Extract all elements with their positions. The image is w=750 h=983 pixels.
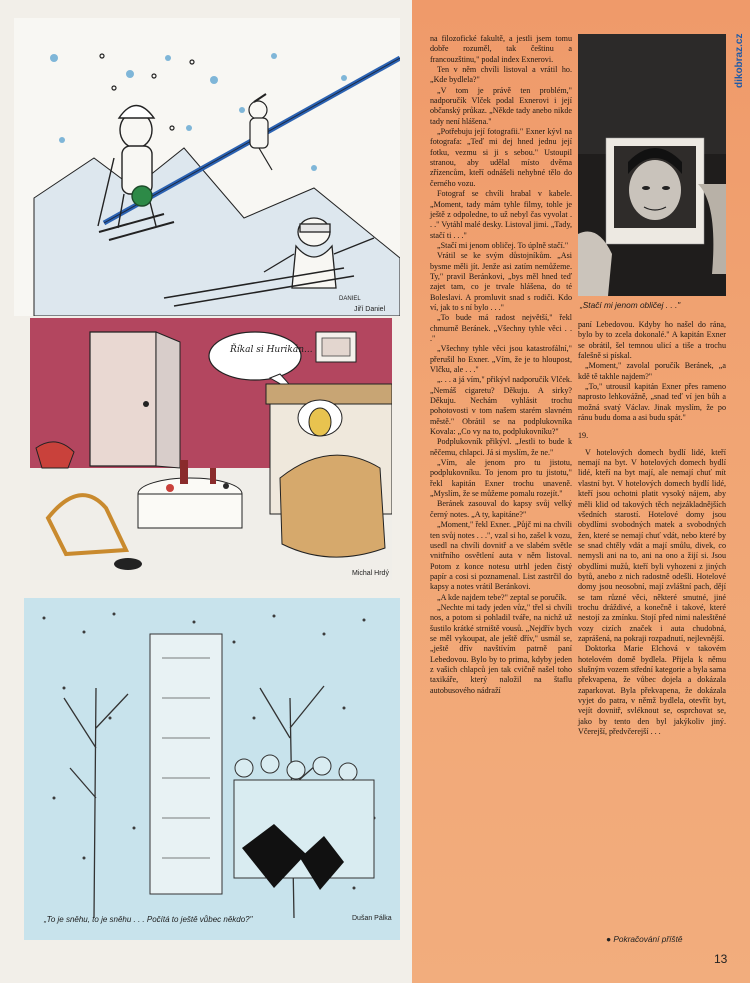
paragraph: „. . . a já vím," přikývl nadporučík Vlček. „Nemáš cigaretu? Děkuju. A sirky? Děkuju. Nechám vyhlásit trochu pohotovosti v tom našem starém slavném městě." Obrátil se na podplukovníka Kovala: „Co vy na to, podplukovníku?" [430, 375, 572, 437]
snow-cartoon [24, 598, 400, 940]
paragraph: V hotelových domech bydlí lidé, kteří nemají na byt. V hotelových domech bydlí lidé, kteří na byt mají, ale nemají chuť mít vlastní byt. V hotelových domech bydlí lidé, kteří jsou ochotni platit vysoký nájem, aby měli klid od takových těch nejzákladnějších všedních starostí. Hotelové domy jsou obydlími svobodných matek a svobodných žen, které se nemají chuť vdát, nebo které by se snad chtěly vdát a mají smůlu, divek, co nemysli ani na to, ani na ono a žijí si. Jsou obydlími mužů, kteří byli vyhozeni z jiných bytů, anebo z nich radostně odešli. Hotelové domy jsou neosobní, mají zvláštní pach, dějí se tam různé věci, některé smutné, jiné trochu dráždivé, a konečně i takové, které nestojí za zmínku. Stojí před nimi nalesštěné vozy cizích značek i auta chudobná, zaprášená, na pokraji rozpadnutí, nejlevnější. [578, 447, 726, 643]
paragraph: „Vím, ale jenom pro tu jistotu, podplukovníku. To jenom pro tu jistotu," řekl kapitán Exner trochu unaveně. „Myslím, že se můžeme pomalu rozejít." [430, 458, 572, 499]
paragraph: paní Lebedovou. Kdyby ho našel do rána, bylo by to zcela dokonalé." A kapitán Exner se obrátil, šel temnou ulicí a tiše a trochu falešně si pískal. [578, 320, 726, 361]
room-cartoon-drawing [30, 318, 392, 580]
ski-cartoon [14, 18, 400, 316]
speech-bubble-text: Říkal si Hurikán... [230, 345, 313, 355]
photo-caption: „Stačí mi jenom obličej . . ." [580, 300, 681, 310]
chapter-number: 19. [578, 431, 589, 441]
paragraph: „V tom je právě ten problém," nadporučík Vlček podal Exnerovi i její občanský průkaz. „Někde tady anebo nikde tady není hlášena." [430, 85, 572, 126]
snow-cartoon-drawing [24, 598, 400, 940]
artist-credit: Michal Hrdý [352, 570, 389, 577]
cartoon-caption: „To je sněhu, to je sněhu . . . Počítá to ještě vůbec někdo?" [44, 915, 253, 924]
artist-credit: Dušan Pálka [352, 915, 392, 922]
article-column-1 [430, 34, 572, 696]
paragraph: „To," utrousil kapitán Exner přes rameno naprosto lehkovážně, „snad teď ví jen bůh a možná svatý Václav. Jinak myslím, že po ránu budu doma a asi budu spát." [578, 382, 726, 423]
paragraph: „Všechny tyhle věci jsou katastrofální," přerušil ho Exner. „Vím, že je to hloupost, Vlčku, ale . . ." [430, 344, 572, 374]
article-column-2 [578, 320, 726, 737]
paragraph: Vrátil se ke svým důstojníkům. „Asi bysme měli jít. Jenže asi zatím nemůžeme. Ty," pravil Beránkovi, „bys měl hned teď zajet tam, co je trvale hlášena, do té Boleslavi. A promluvit snad s rodiči. Kdo ví, jak to s ní bylo . . ." [430, 251, 572, 312]
paragraph: Fotograf se chvíli hrabal v kabele. „Moment, tady mám tyhle filmy, tohle je ještě z odpoledne, to už nebyl čas vyvolat . . ." Vytáhl malé desky. Listoval jimi. „Tady, stačí ti . . ." [430, 189, 572, 240]
paragraph: „Stačí mi jenom obličej. To úplně stačí." [437, 240, 569, 250]
page-number: 13 [714, 952, 728, 966]
paragraph: „A kde najdem tebe?" zeptal se poručík. [437, 592, 567, 602]
paragraph: Doktorka Marie Elchová v takovém hotelovém domě bydlela. Přijela k němu slušným vozem střední kategorie a byla sama překvapena, že vůbec dojela a dokázala zaparkovat. Byla překvapena, že dokázala vyjet do patra, v němž bydlela, otevřít byt, vejít dovnitř, svléknout se, osprchovat se, jako by tento den byl jakýkoliv jiný. Včerejší, předvčerejší . . . [578, 644, 726, 737]
continued-label: ● Pokračování příště [606, 934, 683, 944]
paragraph: Ten v něm chvíli listoval a vrátil ho. „Kde bydlela?" [430, 65, 572, 85]
paragraph: „Moment," řekl Exner. „Půjč mi na chvíli ten svůj notes . . .", vzal si ho, zašel k vozu, usedl na chvíli dovnitř a ve slabém světle vnitřního osvětlení auta v něm listoval. Potom z konce notesu utrhl jeden čistý papír a cosi si poznamenal. List zastrčil do kapsy a notes vrátil Beránkovi. [430, 520, 572, 592]
artist-signature: DANIEL [339, 296, 361, 302]
artist-credit: Jiří Daniel [354, 306, 386, 313]
paragraph: „Nechte mi tady jeden vůz," třel si chvíli nos, a potom si pohladil tváře, na nichž už šustilo krátké strniště vousů. „Nejdřív bych se měl vykoupat, ale ještě dřív," usmál se, „ještě dřív navštívím patrně paní Lebedovou. Bylo by to prima, kdyby jeden z vašich chlapců jen tak cvičně našel toho taxikáře, který naložil na štaflu autobusového nádraží [430, 602, 572, 695]
paragraph: „Moment," zavolal poručík Beránek, „a kdě tě takhle najdem?" [578, 361, 726, 381]
paragraph: Podplukovník přikývl. „Jestli to bude k něčemu, chlapci. Já si myslím, že ne." [430, 437, 572, 457]
photo-image [578, 34, 726, 296]
paragraph: „To bude má radost největší," řekl chmurně Beránek. „Všechny tyhle věci . . ." [430, 313, 572, 343]
ski-cartoon-drawing [14, 18, 400, 316]
paragraph: „Potřebuju její fotografii." Exner kývl na fotografa: „Teď mi dej hned jednu její fotku, vezmu si ji s sebou." Ustoupil stranou, aby udělal místo dvěma zřízencům, kteří odnášeli nehybné tělo do černého vozu. [430, 127, 572, 188]
room-cartoon [30, 318, 392, 580]
paragraph: na filozofické fakultě, a jestli jsem tomu dobře rozuměl, tak češtinu a francouzštinu," podal index Exnerovi. [430, 34, 572, 64]
website-watermark: dikobraz.cz [734, 33, 745, 88]
article-photo [578, 34, 726, 296]
paragraph: Beránek zasouval do kapsy svůj velký černý notes. „A ty, kapitáne?" [430, 499, 572, 519]
